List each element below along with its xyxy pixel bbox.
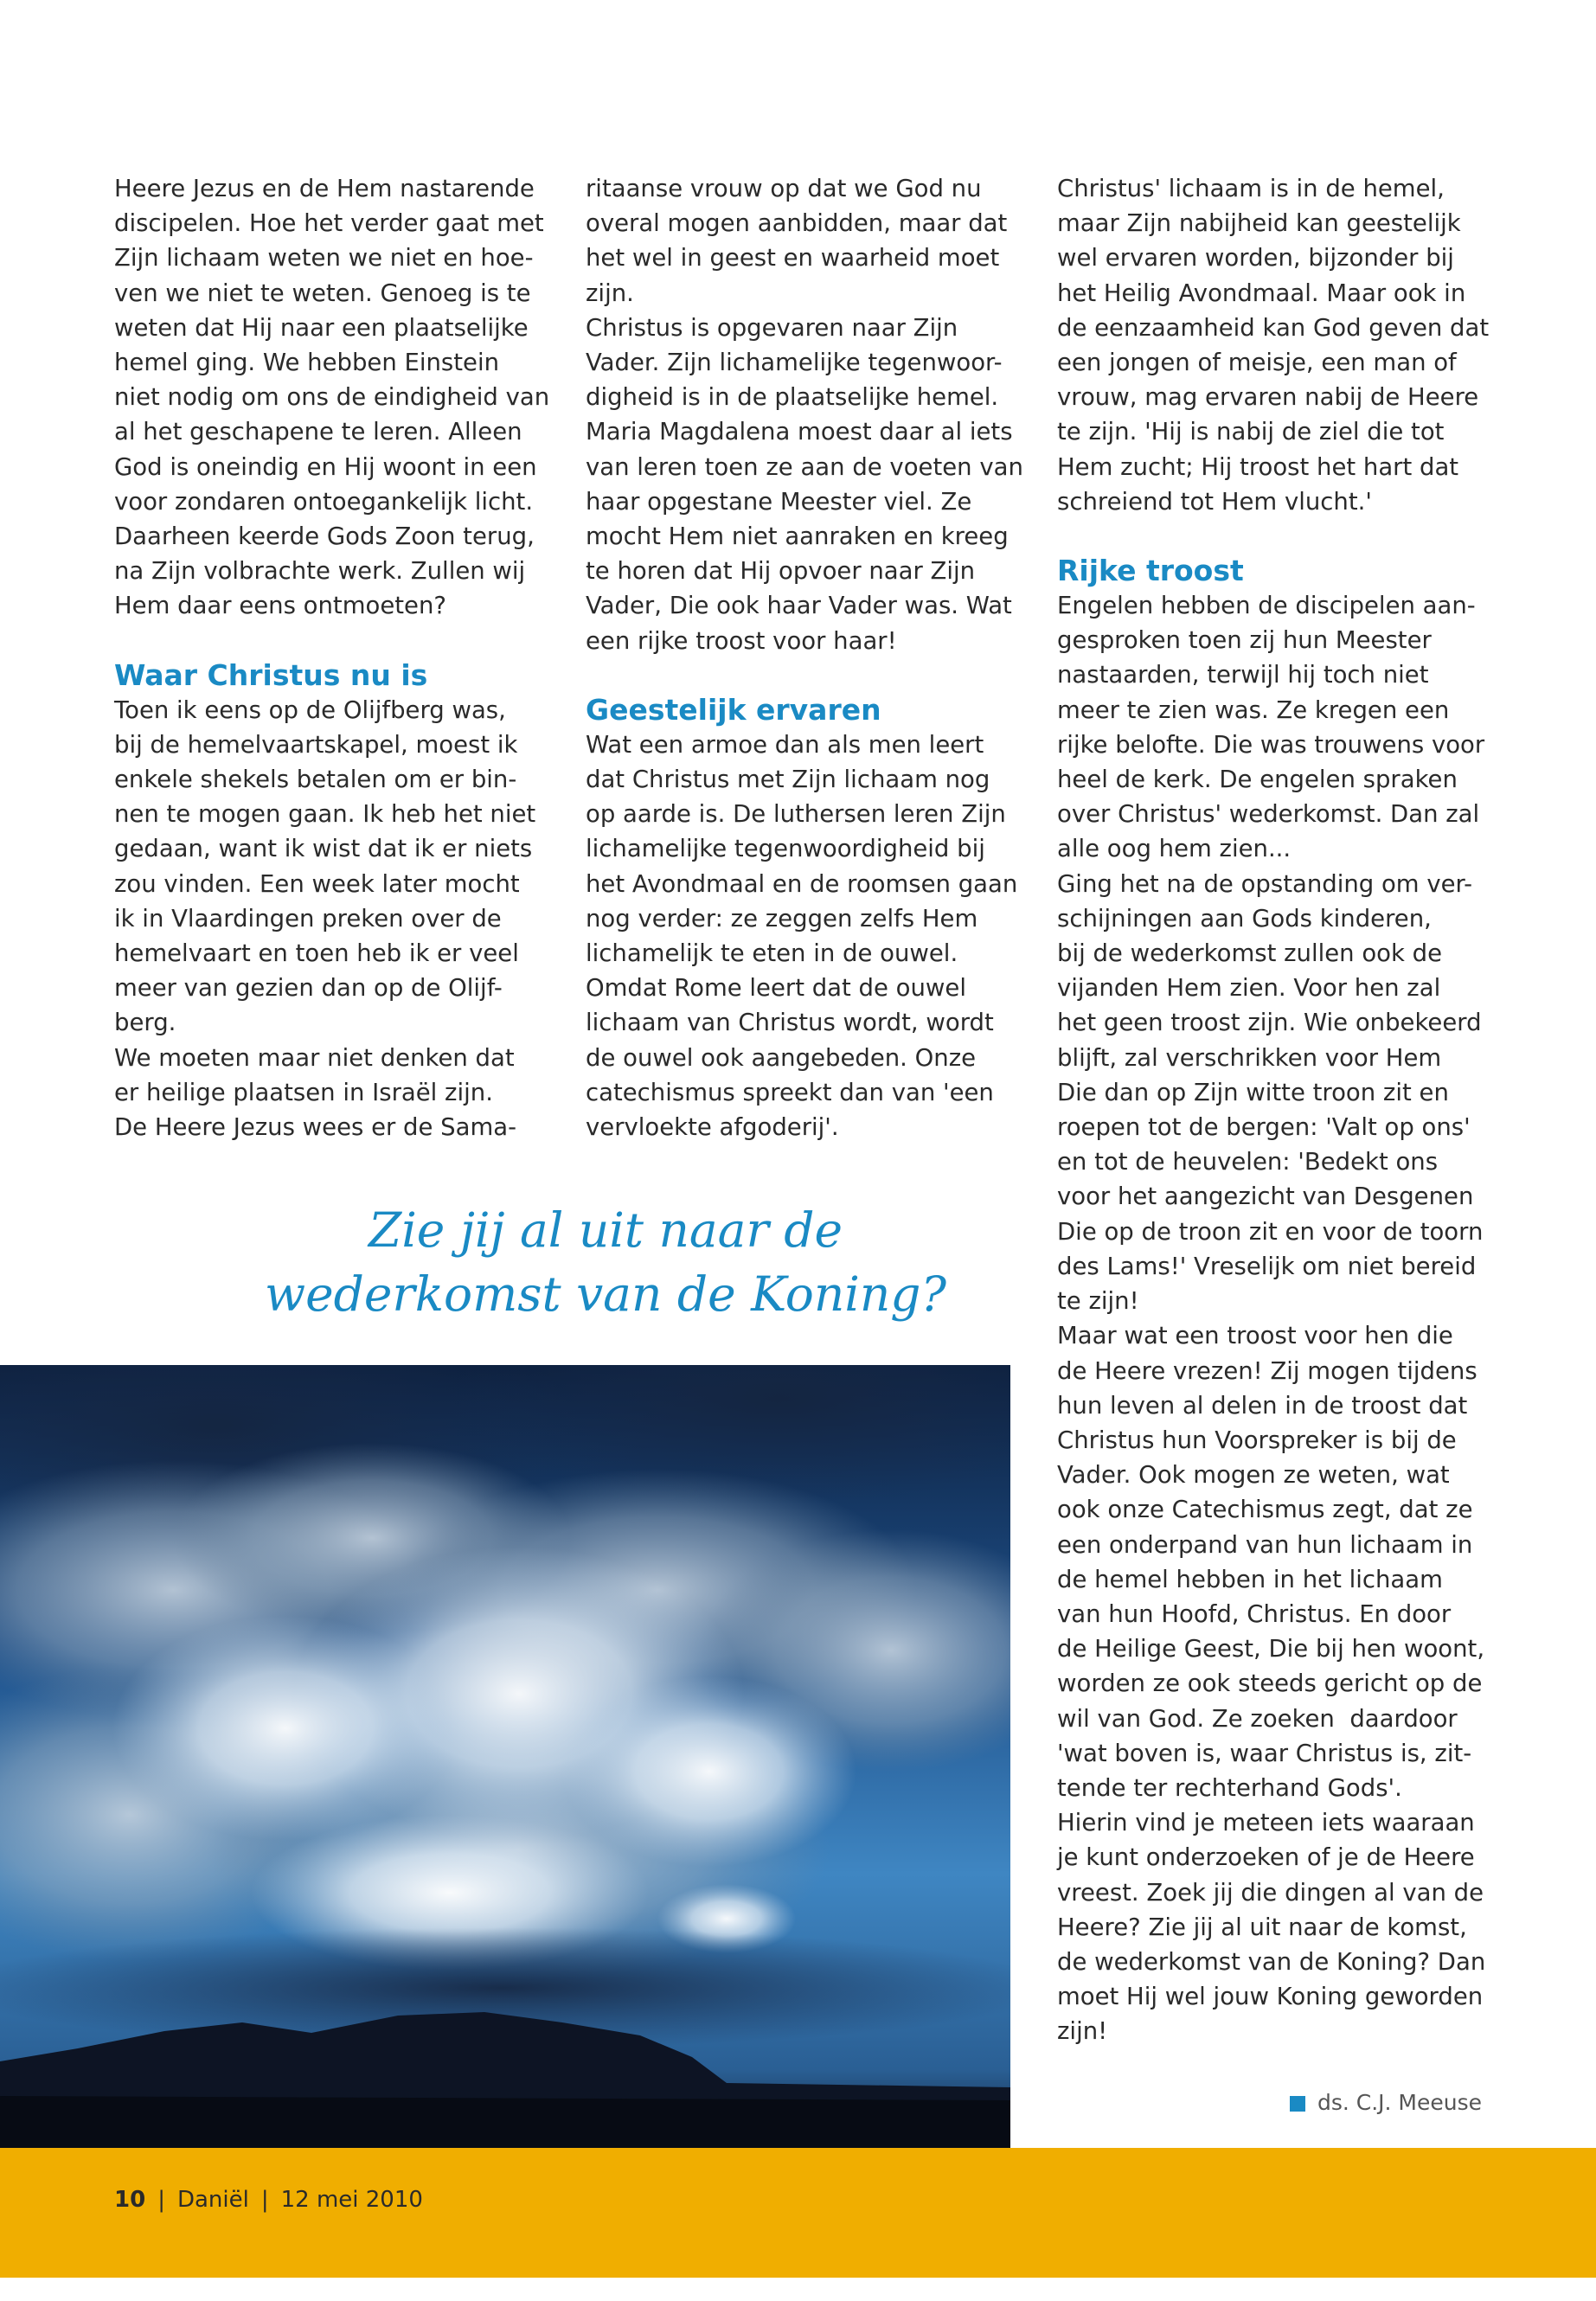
text-line: ook onze Catechismus zegt, dat ze <box>1057 1496 1473 1524</box>
text-line: 'wat boven is, waar Christus is, zit- <box>1057 1739 1472 1767</box>
author-name: ds. C.J. Meeuse <box>1317 2090 1482 2115</box>
text-line: een rijke troost voor haar! <box>586 626 897 655</box>
text-line: Omdat Rome leert dat de ouwel <box>586 974 966 1003</box>
text-line: Vader, Die ook haar Vader was. Wat <box>586 592 1012 620</box>
text-line: meer te zien was. Ze kregen een <box>1057 695 1450 724</box>
heading-geestelijk-ervaren: Geestelijk ervaren <box>586 692 881 727</box>
text-line: Maria Magdalena moest daar al iets <box>586 418 1013 446</box>
text-line: zijn. <box>586 279 634 307</box>
footer-band <box>0 2148 1596 2278</box>
text-line: moet Hij wel jouw Koning geworden <box>1057 1983 1484 2011</box>
text-line: van leren toen ze aan de voeten van <box>586 452 1023 481</box>
heading-rijke-troost: Rijke troost <box>1057 554 1244 588</box>
text-line: gesproken toen zij hun Meester <box>1057 626 1432 655</box>
text-line: en tot de heuvelen: 'Bedekt ons <box>1057 1148 1439 1176</box>
text-line: Vader. Ook mogen ze weten, wat <box>1057 1461 1450 1490</box>
text-line: te zijn! <box>1057 1287 1139 1316</box>
text-line: de hemel hebben in het lichaam <box>1057 1565 1443 1593</box>
text-line: bij de hemelvaartskapel, moest ik <box>114 730 518 759</box>
text-line: het geen troost zijn. Wie onbekeerd <box>1057 1009 1482 1037</box>
text-line: catechismus spreekt dan van 'een <box>586 1078 994 1106</box>
text-line: Engelen hebben de discipelen aan- <box>1057 592 1476 620</box>
text-line: Christus is opgevaren naar Zijn <box>586 313 958 342</box>
column-2 <box>586 171 1023 1144</box>
text-line: een jongen of meisje, een man of <box>1057 349 1457 377</box>
text-line: Maar wat een troost voor hen die <box>1057 1322 1453 1350</box>
text-line: de Heere vrezen! Zij mogen tijdens <box>1057 1356 1477 1385</box>
text-line: er heilige plaatsen in Israël zijn. <box>114 1078 493 1106</box>
text-line: lichamelijk te eten in de ouwel. <box>586 939 958 968</box>
text-line: dat Christus met Zijn lichaam nog <box>586 766 990 794</box>
text-line: Die op de troon zit en voor de toorn <box>1057 1217 1484 1246</box>
text-line: over Christus' wederkomst. Dan zal <box>1057 800 1480 829</box>
column-1 <box>114 171 550 1144</box>
text-line: maar Zijn nabijheid kan geestelijk <box>1057 209 1461 238</box>
text-line: worden ze ook steeds gericht op de <box>1057 1670 1483 1698</box>
text-line: Hierin vind je meteen iets waaraan <box>1057 1809 1475 1837</box>
text-line: discipelen. Hoe het verder gaat met <box>114 209 544 238</box>
text-line: Wat een armoe dan als men leert <box>586 730 984 759</box>
text-line: nen te mogen gaan. Ik heb het niet <box>114 800 536 829</box>
text-line: nastaarden, terwijl hij toch niet <box>1057 661 1429 689</box>
text-line: de ouwel ook aangebeden. Onze <box>586 1043 977 1072</box>
col2-paragraph-2 <box>586 727 1018 1144</box>
text-line: hun leven al delen in de troost dat <box>1057 1391 1468 1420</box>
text-line: Hem zucht; Hij troost het hart dat <box>1057 452 1459 481</box>
text-line: op aarde is. De luthersen leren Zijn <box>586 800 1006 829</box>
text-line: heel de kerk. De engelen spraken <box>1057 766 1458 794</box>
text-line: vrouw, mag ervaren nabij de Heere <box>1057 383 1479 412</box>
text-line: blijft, zal verschrikken voor Hem <box>1057 1043 1442 1072</box>
text-line: te horen dat Hij opvoer naar Zijn <box>586 557 976 586</box>
text-line: bij de wederkomst zullen ook de <box>1057 939 1443 968</box>
text-line: zou vinden. Een week later mocht <box>114 869 520 898</box>
text-line: We moeten maar niet denken dat <box>114 1043 515 1072</box>
sky-clouds-photo <box>0 1365 1010 2148</box>
text-line: Zijn lichaam weten we niet en hoe- <box>114 244 534 272</box>
pull-quote-line-2: wederkomst van de Koning? <box>265 1266 946 1322</box>
text-line: vreest. Zoek jij die dingen al van de <box>1057 1878 1484 1907</box>
pull-quote <box>216 1198 995 1326</box>
text-line: Hem daar eens ontmoeten? <box>114 592 446 620</box>
text-line: lichaam van Christus wordt, wordt <box>586 1009 994 1037</box>
text-line: Christus' lichaam is in de hemel, <box>1057 175 1445 202</box>
text-line: schijningen aan Gods kinderen, <box>1057 904 1432 933</box>
page-number: 10 <box>114 2187 146 2213</box>
text-line: wil van God. Ze zoeken daardoor <box>1057 1704 1458 1733</box>
text-line: Heere Jezus en de Hem nastarende <box>114 175 535 202</box>
heading-waar-christus-nu-is: Waar Christus nu is <box>114 657 428 692</box>
text-line: weten dat Hij naar een plaatselijke <box>114 313 529 342</box>
col3-paragraph-1 <box>1057 171 1498 519</box>
column-3 <box>1057 171 1498 2049</box>
text-line: digheid is in de plaatselijke hemel. <box>586 383 999 412</box>
text-line: de wederkomst van de Koning? Dan <box>1057 1947 1486 1976</box>
text-line: roepen tot de bergen: 'Valt op ons' <box>1057 1113 1471 1142</box>
text-line: wel ervaren worden, bijzonder bij <box>1057 244 1454 272</box>
text-line: Heere? Zie jij al uit naar de komst, <box>1057 1913 1467 1941</box>
text-line: het Avondmaal en de roomsen gaan <box>586 869 1018 898</box>
text-line: rijke belofte. Die was trouwens voor <box>1057 730 1485 759</box>
pull-quote-line-1: Zie jij al uit naar de <box>368 1202 843 1258</box>
text-line: God is oneindig en Hij woont in een <box>114 452 537 481</box>
footer-separator: | <box>157 2187 165 2213</box>
author-byline <box>1290 2090 1482 2115</box>
text-line: ik in Vlaardingen preken over de <box>114 904 502 933</box>
text-line: schreiend tot Hem vlucht.' <box>1057 487 1372 516</box>
text-line: voor zondaren ontoegankelijk licht. <box>114 487 534 516</box>
text-line: De Heere Jezus wees er de Sama- <box>114 1113 517 1142</box>
col2-paragraph-1 <box>586 171 1023 658</box>
text-line: zijn! <box>1057 2017 1108 2046</box>
text-line: je kunt onderzoeken of je de Heere <box>1057 1843 1475 1872</box>
text-line: de Heilige Geest, Die bij hen woont, <box>1057 1635 1485 1663</box>
text-line: mocht Hem niet aanraken en kreeg <box>586 522 1009 551</box>
text-line: berg. <box>114 1009 176 1037</box>
text-line: Vader. Zijn lichamelijke tegenwoor- <box>586 349 1003 377</box>
text-line: de eenzaamheid kan God geven dat <box>1057 313 1490 342</box>
text-line: niet nodig om ons de eindigheid van <box>114 383 550 412</box>
text-line: het wel in geest en waarheid moet <box>586 244 1000 272</box>
col3-paragraph-2 <box>1057 588 1498 2049</box>
text-line: Daarheen keerde Gods Zoon terug, <box>114 522 535 551</box>
text-line: al het geschapene te leren. Alleen <box>114 418 522 446</box>
text-line: Ging het na de opstanding om ver- <box>1057 869 1473 898</box>
col1-paragraph-1 <box>114 171 550 624</box>
text-line: het Heilig Avondmaal. Maar ook in <box>1057 279 1466 307</box>
footer-separator: | <box>260 2187 269 2213</box>
text-line: alle oog hem zien... <box>1057 835 1292 863</box>
text-line: enkele shekels betalen om er bin- <box>114 766 517 794</box>
col1-paragraph-2 <box>114 693 538 1145</box>
author-square-icon <box>1290 2096 1305 2112</box>
text-line: lichamelijke tegenwoordigheid bij <box>586 835 985 863</box>
text-line: hemelvaart en toen heb ik er veel <box>114 939 519 968</box>
text-line: tende ter rechterhand Gods'. <box>1057 1773 1402 1802</box>
text-line: vijanden Hem zien. Voor hen zal <box>1057 974 1441 1003</box>
text-line: te zijn. 'Hij is nabij de ziel die tot <box>1057 418 1445 446</box>
text-line: hemel ging. We hebben Einstein <box>114 349 500 377</box>
footer <box>114 2187 423 2213</box>
text-line: een onderpand van hun lichaam in <box>1057 1530 1473 1559</box>
text-line: haar opgestane Meester viel. Ze <box>586 487 972 516</box>
text-line: na Zijn volbrachte werk. Zullen wij <box>114 557 526 586</box>
text-line: des Lams!' Vreselijk om niet bereid <box>1057 1252 1477 1280</box>
text-line: ritaanse vrouw op dat we God nu <box>586 175 982 202</box>
issue-date: 12 mei 2010 <box>280 2187 423 2213</box>
text-line: ven we niet te weten. Genoeg is te <box>114 279 531 307</box>
text-line: gedaan, want ik wist dat ik er niets <box>114 835 533 863</box>
text-line: Die dan op Zijn witte troon zit en <box>1057 1078 1449 1106</box>
text-line: Toen ik eens op de Olijfberg was, <box>114 695 506 724</box>
text-line: Christus hun Voorspreker is bij de <box>1057 1426 1457 1454</box>
text-line: meer van gezien dan op de Olijf- <box>114 974 503 1003</box>
text-line: van hun Hoofd, Christus. En door <box>1057 1599 1452 1628</box>
text-line: nog verder: ze zeggen zelfs Hem <box>586 904 978 933</box>
text-line: voor het aangezicht van Desgenen <box>1057 1183 1474 1211</box>
text-line: overal mogen aanbidden, maar dat <box>586 209 1008 238</box>
text-line: vervloekte afgoderij'. <box>586 1113 839 1142</box>
magazine-name: Daniël <box>176 2187 249 2213</box>
